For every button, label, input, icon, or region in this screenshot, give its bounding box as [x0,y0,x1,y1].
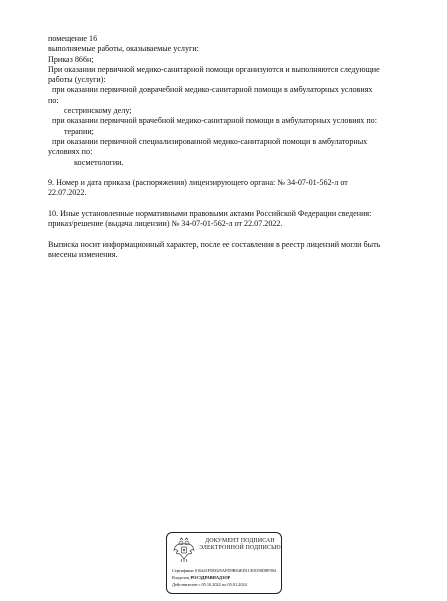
text-line: 10. Иные установленные нормативными правовыми актами Российской Федерации сведения: [48,209,372,219]
stamp-owner [172,575,230,580]
text-line: по: [48,95,59,105]
text-line: при оказании первичной врачебной медико-санитарной помощи в амбулаторных условиях по: [52,116,377,126]
stamp-title [199,538,281,552]
text-line: выполняемые работы, оказываемые услуги: [48,44,199,54]
text-line: терапии; [64,126,94,136]
stamp-validity: Действителен с 05.10.2022 по 05.01.2024 [172,582,247,587]
paragraph-gap [48,199,420,209]
certificate-value: 016441FD0025AFD9B84ED1CE5058D8F984 [194,568,276,573]
text-line: 22.07.2022. [48,188,87,198]
text-line: 9. Номер и дата приказа (распоряжения) лицензирующего органа: № 34-07-01-562-л от [48,178,348,188]
text-line: при оказании первичной специализированной медико-санитарной помощи в амбулаторных [52,136,368,146]
document-body [48,34,420,261]
electronic-signature-stamp [166,532,282,594]
owner-label: Владелец [172,575,190,580]
text-line: внесены изменения. [48,250,118,260]
text-line: работы (услуги): [48,75,106,85]
certificate-label: Сертификат [172,568,194,573]
text-line: При оказании первичной медико-санитарной помощи организуются и выполняются следующие [48,64,380,74]
stamp-title-line-2: ЭЛЕКТРОННОЙ ПОДПИСЬЮ [199,545,281,551]
stamp-certificate [172,568,276,573]
stamp-title-line-1: ДОКУМЕНТ ПОДПИСАН [205,538,275,544]
text-line: условиях по: [48,147,93,157]
text-line: приказ/решение (выдача лицензии) № 34-07-01-562-л от 22.07.2022. [48,219,283,229]
paragraph-gap [48,168,420,178]
text-line: косметологии. [74,157,124,167]
owner-value: РОСЗДРАВНАДЗОР [190,575,231,580]
text-line: помещение 16 [48,34,98,43]
text-line: Выписка носит информационный характер, после ее составления в реестр лицензий могли быть [48,239,381,249]
coat-of-arms-icon [173,537,195,563]
text-line: при оказании первичной доврачебной медико-санитарной помощи в амбулаторных условиях [52,85,373,95]
text-line: сестринскому делу; [64,106,132,116]
paragraph-gap [48,230,420,240]
text-line: Приказ 866н; [48,54,94,64]
